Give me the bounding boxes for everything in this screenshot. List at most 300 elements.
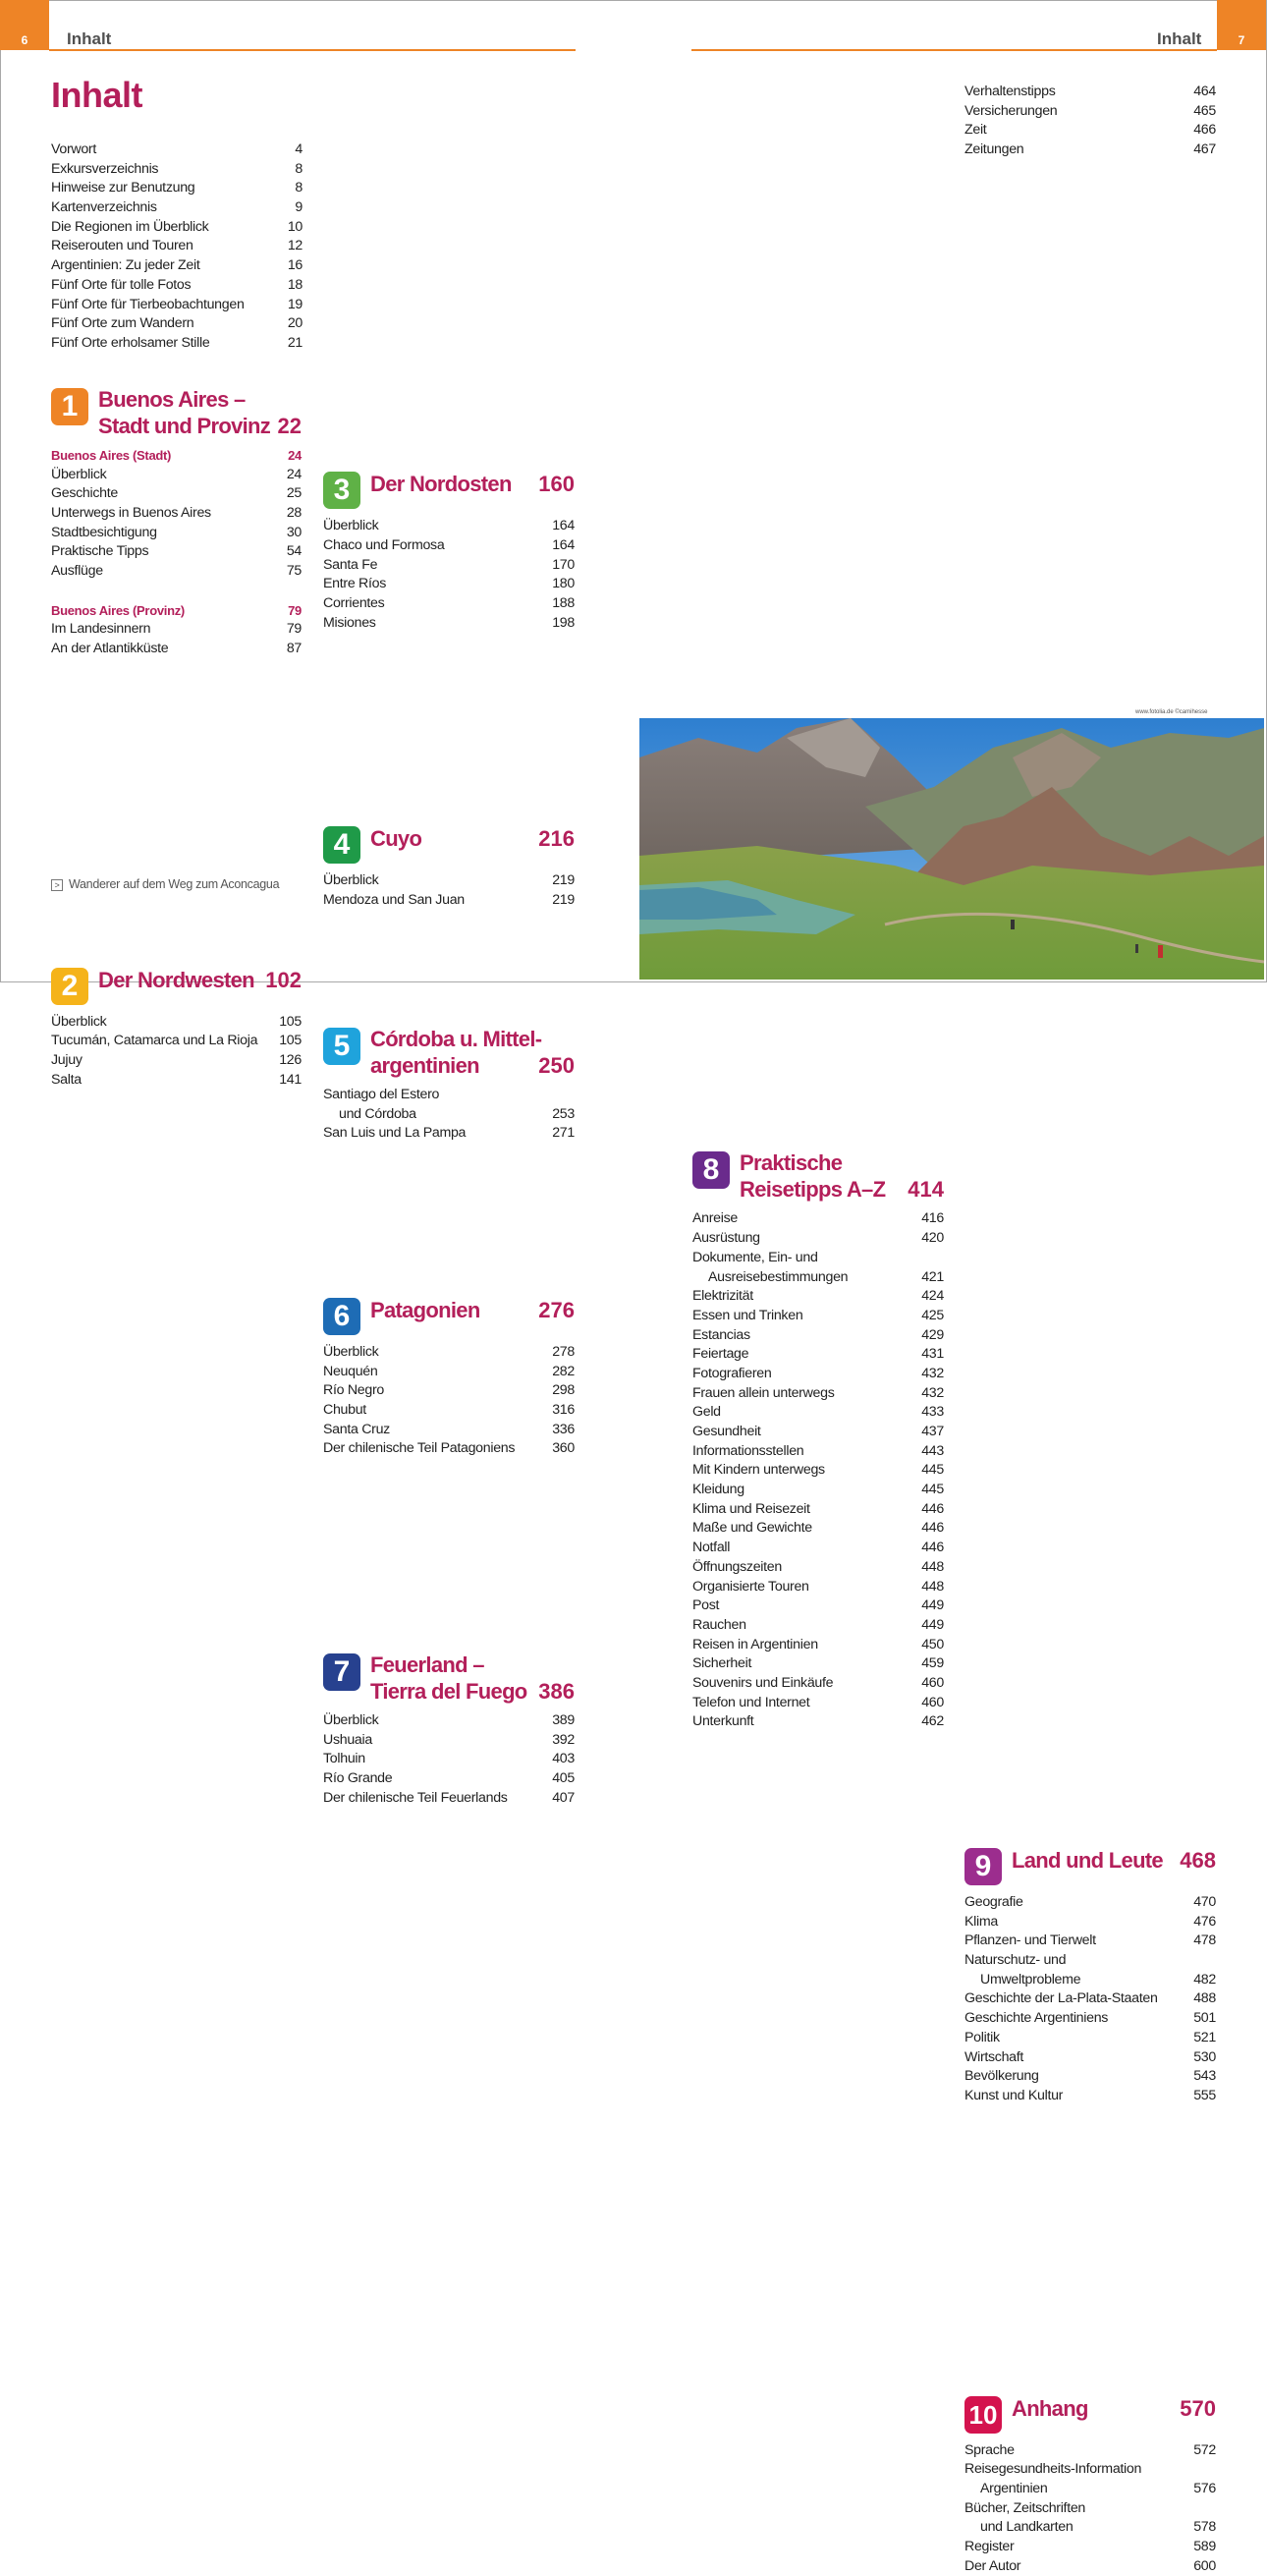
toc-entry (51, 562, 302, 582)
toc-entry-title: Öffnungszeiten (692, 1558, 782, 1575)
toc-entry (692, 1636, 944, 1655)
toc-entry-page: 460 (921, 1694, 944, 1710)
toc-entry-page: 336 (552, 1421, 575, 1437)
toc-entry (323, 1711, 575, 1731)
toc-entry-title: Gesundheit (692, 1424, 761, 1439)
toc-entry-title: An der Atlantikküste (51, 640, 169, 656)
toc-entry (51, 256, 303, 276)
toc-entry-page: 20 (287, 315, 303, 332)
toc-entry-title: Überblick (323, 872, 379, 889)
section-heading (964, 2396, 1216, 2441)
toc-entry-page: 4 (295, 141, 303, 157)
toc-entry-title: Geschichte Argentiniens (964, 2010, 1109, 2027)
toc-entry-title: Die Regionen im Überblick (51, 218, 209, 235)
toc-entry (51, 1071, 302, 1091)
toc-entry-page: 446 (921, 1500, 944, 1517)
toc-entry-title: und Córdoba (339, 1105, 416, 1122)
toc-entry-page: 12 (287, 238, 303, 254)
toc-entry (964, 1893, 1216, 1913)
toc-entry-title: Hinweise zur Benutzung (51, 180, 195, 196)
toc-entry-title: Naturschutz- und (964, 1952, 1067, 1969)
section-heading (323, 1652, 575, 1711)
toc-entry (323, 594, 575, 614)
toc-entry-title: Chubut (323, 1401, 366, 1418)
toc-entry-title: Chaco und Formosa (323, 537, 445, 553)
toc-entry-title: Frauen allein unterwegs (692, 1384, 835, 1401)
toc-entry-title: Argentinien: Zu jeder Zeit (51, 257, 200, 274)
toc-entry (323, 614, 575, 634)
toc-entry-title: Telefon und Internet (692, 1694, 810, 1710)
toc-entry-page: 466 (1193, 122, 1216, 139)
toc-entry-title: Estancias (692, 1326, 750, 1343)
toc-entry-page: 543 (1193, 2068, 1216, 2085)
toc-entry-title: Santiago del Estero (323, 1086, 440, 1102)
toc-entry (692, 1423, 944, 1442)
toc-entry-page: 432 (921, 1365, 944, 1381)
toc-entry (51, 334, 303, 354)
toc-entry (692, 1558, 944, 1578)
toc-entry-title: Salta (51, 1071, 82, 1088)
toc-entry-title: Kunst und Kultur (964, 2087, 1064, 2103)
toc-entry (51, 504, 302, 524)
toc-entry-title: Reisen in Argentinien (692, 1636, 818, 1652)
toc-entry-title: Der chilenische Teil Feuerlands (323, 1789, 508, 1806)
toc-entry (964, 2441, 1216, 2461)
toc-entry (51, 179, 303, 198)
toc-entry (964, 2009, 1216, 2029)
toc-entry (323, 1343, 575, 1363)
section-7 (323, 1652, 575, 1808)
toc-entry-title: Verhaltenstipps (964, 84, 1056, 99)
toc-entry-page: 75 (286, 563, 302, 580)
toc-entry-title: Buenos Aires (Provinz) (51, 602, 185, 618)
toc-entry-title: Río Negro (323, 1382, 384, 1399)
toc-entry-page: 572 (1193, 2441, 1216, 2458)
toc-entry-page: 298 (552, 1382, 575, 1399)
toc-entry-title: Notfall (692, 1540, 731, 1556)
toc-entry-title: Politik (964, 2029, 1000, 2045)
toc-entry-page: 8 (295, 180, 303, 196)
toc-entry (323, 536, 575, 556)
toc-entry (964, 2460, 1216, 2480)
toc-entry (692, 1481, 944, 1500)
toc-entry (323, 1105, 575, 1125)
toc-entry-page: 16 (287, 257, 303, 274)
toc-entry-title: Jujuy (51, 1051, 83, 1068)
toc-entry (692, 1229, 944, 1249)
toc-entry-page: 54 (286, 543, 302, 560)
toc-entry-title: Exkursverzeichnis (51, 160, 159, 177)
toc-entry (323, 1363, 575, 1382)
photo-caption (51, 877, 279, 891)
toc-entry-page: 87 (286, 640, 302, 656)
section-8 (692, 1150, 944, 1732)
section-title-line: Anhang (1012, 2395, 1088, 2421)
toc-entry-page: 429 (921, 1326, 944, 1343)
toc-entry-title: Informationsstellen (692, 1442, 804, 1459)
section-title-line: Cuyo (370, 826, 422, 852)
toc-entry-page: 448 (921, 1578, 944, 1595)
toc-entry (51, 198, 303, 218)
toc-entry-title: Wirtschaft (964, 2048, 1024, 2065)
toc-entry-title: Rauchen (692, 1616, 746, 1633)
toc-entry (692, 1326, 944, 1346)
toc-entry-page: 24 (286, 466, 302, 482)
toc-entry-page: 180 (552, 576, 575, 592)
toc-entry-title: Misiones (323, 614, 376, 631)
toc-entry-title: Organisierte Touren (692, 1578, 809, 1595)
toc-entry (51, 218, 303, 238)
toc-entry (964, 2048, 1216, 2068)
section-page-number: 386 (538, 1679, 575, 1704)
toc-entry-page: 389 (552, 1712, 575, 1728)
toc-entry (323, 517, 575, 536)
left-page-number: 6 (0, 0, 49, 50)
toc-entry (692, 1519, 944, 1539)
toc-entry (692, 1712, 944, 1732)
toc-entry (51, 620, 302, 640)
toc-entry-page: 433 (921, 1404, 944, 1421)
toc-entry (964, 1951, 1216, 1971)
toc-entry-page: 170 (552, 556, 575, 573)
section-title-line: Der Nordosten (370, 472, 512, 497)
toc-entry-page: 30 (286, 524, 302, 540)
toc-entry-page: 476 (1193, 1913, 1216, 1930)
toc-entry-page: 126 (279, 1051, 302, 1068)
arrow-right-icon: > (51, 879, 63, 891)
toc-entry-page: 488 (1193, 1990, 1216, 2007)
toc-entry (964, 2067, 1216, 2087)
toc-entry-page: 105 (279, 1013, 302, 1030)
toc-entry-page: 198 (552, 614, 575, 631)
toc-entry-title: Register (964, 2539, 1015, 2554)
toc-entry (692, 1249, 944, 1268)
toc-entry-title: Überblick (323, 1343, 379, 1360)
toc-entry-page: 446 (921, 1520, 944, 1537)
toc-entry (692, 1268, 944, 1288)
toc-entry-title: Fünf Orte für tolle Fotos (51, 276, 192, 293)
section-number-badge: 10 (964, 2396, 1002, 2434)
toc-entry-page: 482 (1193, 1971, 1216, 1988)
intro-list (51, 140, 303, 354)
section-number-badge: 4 (323, 826, 360, 864)
toc-entry (51, 542, 302, 562)
section-title-line: Land und Leute (1012, 1848, 1163, 1873)
section-5 (323, 1027, 575, 1144)
toc-entry-title: Buenos Aires (Stadt) (51, 448, 172, 463)
section-number-badge: 9 (964, 1848, 1002, 1885)
section-title-line: Praktische (740, 1150, 843, 1176)
toc-entry (323, 1124, 575, 1144)
toc-entry-title: Entre Ríos (323, 576, 387, 592)
toc-entry-page: 467 (1193, 141, 1216, 158)
toc-entry (51, 237, 303, 256)
toc-entry-title: Überblick (51, 466, 107, 482)
section-8-continued (964, 83, 1216, 160)
toc-entry-page: 79 (288, 602, 302, 618)
toc-entry-title: Ausreisebestimmungen (708, 1268, 849, 1285)
toc-entry (692, 1307, 944, 1326)
section-number-badge: 2 (51, 968, 88, 1005)
toc-entry (692, 1578, 944, 1597)
section-page-number: 250 (538, 1052, 575, 1078)
toc-entry-title: Kleidung (692, 1482, 744, 1498)
toc-entry-title: Klima und Reisezeit (692, 1500, 810, 1517)
toc-entry-page: 18 (287, 276, 303, 293)
toc-entry-page: 501 (1193, 2010, 1216, 2027)
toc-entry-page: 464 (1193, 84, 1216, 99)
section-title-line: Reisetipps A–Z (740, 1177, 886, 1203)
toc-entry-page: 278 (552, 1343, 575, 1360)
toc-entry (692, 1694, 944, 1713)
toc-entry (323, 1750, 575, 1769)
toc-entry-title: Ausrüstung (692, 1230, 760, 1247)
photo-credit: www.fotolia.de ©camihesse (1135, 709, 1208, 715)
toc-entry-title: Pflanzen- und Tierwelt (964, 1932, 1096, 1949)
section-number-badge: 7 (323, 1653, 360, 1691)
toc-entry-page: 19 (287, 296, 303, 312)
toc-entry (323, 1789, 575, 1809)
toc-entry-title: Argentinien (980, 2480, 1048, 2496)
toc-entry-title: Mit Kindern unterwegs (692, 1462, 825, 1479)
toc-entry-page: 9 (295, 199, 303, 216)
toc-entry (964, 121, 1216, 140)
toc-entry-page: 10 (287, 218, 303, 235)
section-page-number: 22 (277, 414, 302, 438)
toc-entry (692, 1616, 944, 1636)
section-1 (51, 387, 302, 659)
toc-entry-title: Bücher, Zeitschriften (964, 2499, 1086, 2516)
toc-entry-title: San Luis und La Pampa (323, 1125, 467, 1142)
toc-entry (51, 484, 302, 504)
toc-entry-title: Souvenirs und Einkäufe (692, 1674, 834, 1691)
toc-entry-page: 424 (921, 1288, 944, 1305)
toc-entry (964, 2029, 1216, 2048)
toc-entry-page: 432 (921, 1384, 944, 1401)
toc-entry-title: Kartenverzeichnis (51, 199, 157, 216)
toc-entry (692, 1539, 944, 1558)
toc-entry-page: 253 (552, 1105, 575, 1122)
toc-entry-page: 219 (552, 892, 575, 909)
toc-entry-page: 446 (921, 1540, 944, 1556)
toc-entry-page: 164 (552, 537, 575, 553)
toc-entry-page: 421 (921, 1268, 944, 1285)
mountain-photo (639, 718, 1264, 980)
toc-entry-title: Bevölkerung (964, 2068, 1039, 2085)
section-6 (323, 1298, 575, 1459)
section-3 (323, 472, 575, 633)
left-header-rule (49, 49, 576, 51)
section-4 (323, 826, 575, 910)
toc-entry-page: 282 (552, 1363, 575, 1379)
toc-entry (51, 1013, 302, 1033)
toc-entry-page: 360 (552, 1440, 575, 1457)
section-title-line: Tierra del Fuego (370, 1679, 527, 1704)
toc-entry (51, 276, 303, 296)
toc-entry-title: Geografie (964, 1894, 1023, 1910)
toc-entry-title: Mendoza und San Juan (323, 892, 465, 909)
section-page-number: 570 (1180, 2395, 1216, 2421)
toc-entry (692, 1500, 944, 1520)
section-heading (323, 826, 575, 871)
section-number-badge: 6 (323, 1298, 360, 1335)
toc-entry-title: Unterwegs in Buenos Aires (51, 505, 211, 522)
toc-entry (692, 1461, 944, 1481)
toc-entry-page: 576 (1193, 2480, 1216, 2496)
toc-entry-title: Geld (692, 1404, 721, 1421)
left-running-header: Inhalt (67, 29, 112, 48)
page-title: Inhalt (51, 75, 142, 115)
toc-entry-page: 449 (921, 1616, 944, 1633)
toc-entry (692, 1365, 944, 1384)
section-page-number: 276 (538, 1297, 575, 1322)
toc-entry-title: Anreise (692, 1210, 739, 1227)
toc-entry (51, 1051, 302, 1071)
toc-entry (692, 1287, 944, 1307)
toc-entry-title: Überblick (323, 518, 379, 534)
section-number-badge: 5 (323, 1028, 360, 1065)
section-heading (323, 1027, 575, 1086)
toc-entry-page: 219 (552, 872, 575, 889)
toc-entry (51, 524, 302, 543)
toc-entry (964, 2557, 1216, 2576)
toc-entry-title: Fünf Orte für Tierbeobachtungen (51, 296, 245, 312)
toc-entry-page: 405 (552, 1770, 575, 1787)
photo-gutter (626, 718, 639, 980)
toc-entry-title: Sprache (964, 2441, 1015, 2458)
section-page-number: 160 (538, 472, 575, 497)
toc-entry-page: 105 (279, 1033, 302, 1049)
section-page-number: 468 (1180, 1848, 1216, 1873)
photo-caption-text: Wanderer auf dem Weg zum Aconcagua (69, 877, 280, 891)
toc-entry (323, 1381, 575, 1401)
toc-entry-title: Unterkunft (692, 1713, 754, 1730)
right-running-header: Inhalt (1157, 29, 1202, 48)
toc-entry (51, 160, 303, 180)
toc-entry (964, 140, 1216, 160)
toc-entry-title: Ausflüge (51, 563, 103, 580)
toc-entry (51, 140, 303, 160)
toc-entry-page: 443 (921, 1442, 944, 1459)
toc-entry-title: Reisegesundheits-Information (964, 2461, 1142, 2478)
toc-entry-title: Santa Fe (323, 556, 378, 573)
toc-entry-title: Tolhuin (323, 1751, 365, 1767)
toc-entry (964, 2518, 1216, 2538)
toc-entry (323, 575, 575, 594)
section-2 (51, 968, 302, 1091)
toc-entry (323, 556, 575, 576)
toc-entry-title: Corrientes (323, 595, 385, 612)
toc-entry-page: 445 (921, 1462, 944, 1479)
section-title-line: Stadt und Provinz (98, 414, 271, 438)
toc-entry-page: 141 (279, 1071, 302, 1088)
section-number-badge: 1 (51, 388, 88, 425)
toc-entry (323, 1769, 575, 1789)
toc-entry-page: 188 (552, 595, 575, 612)
toc-entry-page: 460 (921, 1674, 944, 1691)
toc-entry-title: Dokumente, Ein- und (692, 1249, 818, 1265)
toc-entry-title: Feiertage (692, 1346, 749, 1363)
toc-entry-title: Geschichte (51, 485, 118, 502)
toc-entry-title: Überblick (323, 1712, 379, 1728)
mountain-landscape-image (639, 718, 1264, 980)
toc-entry-title: Zeitungen (964, 141, 1024, 158)
toc-entry (964, 102, 1216, 122)
toc-entry-page: 600 (1193, 2557, 1216, 2574)
toc-entry-title: Der Autor (964, 2557, 1021, 2574)
section-title-line: argentinien (370, 1052, 479, 1078)
toc-entry-page: 271 (552, 1125, 575, 1142)
toc-entry (692, 1384, 944, 1404)
toc-entry (692, 1596, 944, 1616)
toc-entry (964, 2499, 1216, 2519)
toc-entry (692, 1209, 944, 1229)
toc-entry-page: 462 (921, 1713, 944, 1730)
toc-entry-page: 431 (921, 1346, 944, 1363)
toc-entry-title: Fünf Orte erholsamer Stille (51, 334, 210, 351)
toc-entry-page: 392 (552, 1731, 575, 1748)
toc-entry-page: 425 (921, 1307, 944, 1323)
toc-entry (51, 296, 303, 315)
toc-entry (964, 1971, 1216, 1990)
toc-entry-title: Zeit (964, 122, 987, 139)
toc-entry-page: 79 (286, 621, 302, 638)
section-page-number: 216 (538, 826, 575, 852)
toc-entry (51, 314, 303, 334)
toc-entry (51, 582, 302, 601)
toc-entry (323, 1731, 575, 1751)
toc-entry-page: 28 (286, 505, 302, 522)
toc-entry (323, 891, 575, 911)
toc-entry-page: 21 (287, 334, 303, 351)
section-title-line: Córdoba u. Mittel- (370, 1026, 542, 1051)
toc-entry-title: Essen und Trinken (692, 1307, 803, 1323)
toc-entry-title: Santa Cruz (323, 1421, 390, 1437)
toc-entry-title: Fünf Orte zum Wandern (51, 315, 194, 332)
toc-entry (692, 1654, 944, 1674)
section-10 (964, 2396, 1216, 2576)
toc-entry-page: 478 (1193, 1932, 1216, 1949)
section-9 (964, 1848, 1216, 2106)
section-title-line: Feuerland – (370, 1652, 484, 1677)
toc-entry-page: 407 (552, 1789, 575, 1806)
toc-entry (964, 1913, 1216, 1932)
toc-entry-page: 8 (295, 160, 303, 177)
toc-entry-title: Stadtbesichtigung (51, 524, 157, 540)
toc-entry (692, 1442, 944, 1462)
toc-entry (692, 1345, 944, 1365)
right-header-rule (691, 49, 1217, 51)
toc-entry (51, 466, 302, 485)
section-heading (323, 472, 575, 517)
toc-entry-title: Maße und Gewichte (692, 1520, 812, 1537)
toc-entry-page: 555 (1193, 2087, 1216, 2103)
toc-entry-title: Neuquén (323, 1363, 378, 1379)
toc-entry-page: 24 (288, 448, 302, 463)
toc-entry-page: 448 (921, 1558, 944, 1575)
toc-entry (964, 83, 1216, 102)
toc-entry-page: 459 (921, 1655, 944, 1672)
section-title-line: Patagonien (370, 1297, 480, 1322)
toc-entry-title: Fotografieren (692, 1365, 772, 1381)
toc-entry-title: Sicherheit (692, 1655, 752, 1672)
toc-entry-page: 403 (552, 1751, 575, 1767)
toc-entry-title: Ushuaia (323, 1731, 372, 1748)
toc-entry (964, 2538, 1216, 2557)
section-number-badge: 8 (692, 1151, 730, 1189)
toc-entry (51, 640, 302, 659)
section-heading (692, 1150, 944, 1209)
